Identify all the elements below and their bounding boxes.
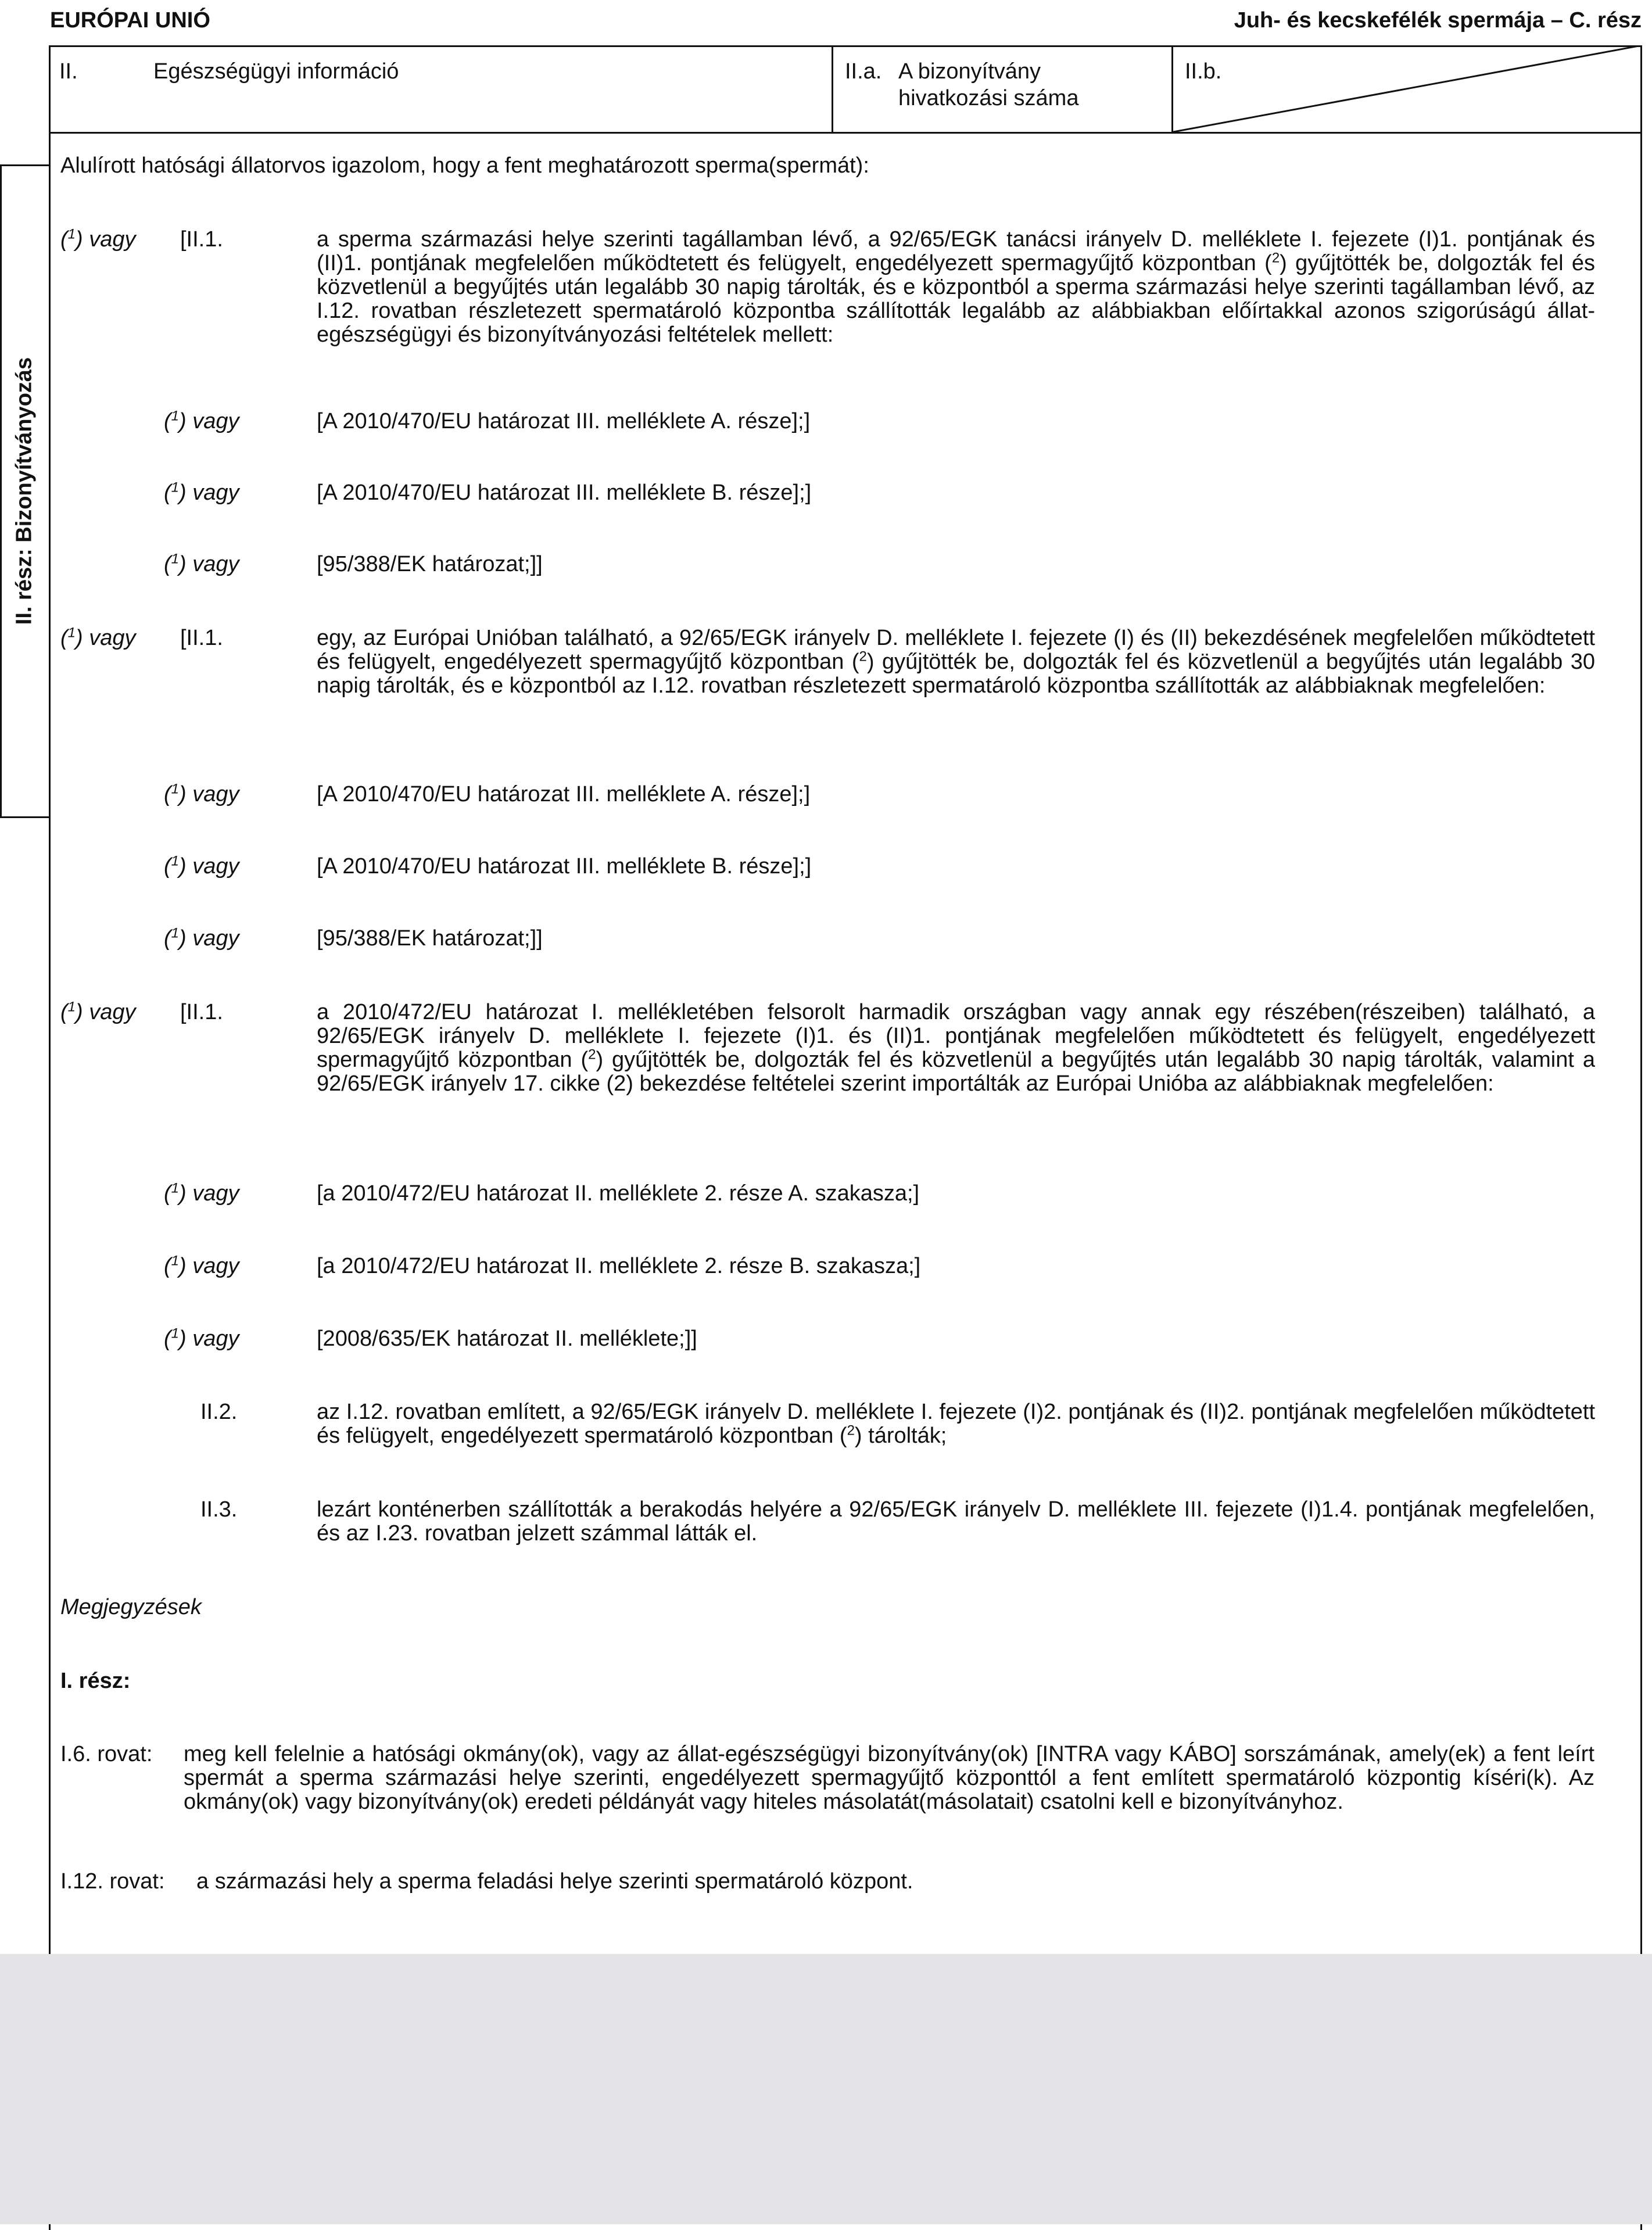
vagy-marker: ($^1$) vagy [164,1325,239,1351]
vagy-label: vagy [192,409,239,433]
footnote-ref: 1 [171,1180,180,1196]
diagonal-line [1173,45,1642,132]
vagy-marker: ($^1$) vagy [164,551,239,576]
item-text-a: a sperma származási helye szerinti tagállamban lévő, a 92/65/EGK tanácsi irányelv D. melléklete I. fejezete (I)1. pontjának és (II)1. pontjának megfelelően működtetett és felügyelt, engedélyezett spermagyűjtő központban ( [317,227,1595,275]
vagy-marker: ($^1$) vagy [164,408,239,433]
vagy-marker: ($^1$) vagy [164,1253,239,1278]
header-cell-reference [833,45,1173,132]
item-text-b: ) gyűjtötték be, dolgozták fel és közvetlenül a begyűjtés után legalább 30 napig tárolták, valamint a 92/65/EGK irányelv 17. cikke (2) bekezdése feltételei szerint importálták az Európai Unióba az alábbiaknak megfelelően: [317,1048,1595,1096]
vagy-label: vagy [89,1000,136,1024]
header-cell-number: II. [59,59,78,84]
notes-part-heading: I. rész: [60,1669,131,1693]
footnote-ref: 1 [171,551,180,567]
sub-item: [2008/635/EK határozat II. melléklete;]] [317,1326,697,1351]
footnote-ref: 1 [67,226,76,242]
vagy-label: vagy [192,854,239,879]
footnote-ref: 1 [171,408,180,424]
sub-item: [a 2010/472/EU határozat II. melléklete 2. része A. szakasza;] [317,1181,920,1206]
vagy-label: vagy [192,552,239,576]
side-label: II. rész: Bizonyítványozás [12,357,37,625]
item-text-a: egy, az Európai Unióban található, a 92/65/EGK irányelv D. melléklete I. fejezete (I) és (II) bekezdésének megfelelően működtetett és felügyelt, engedélyezett spermagyűjtő központban ( [317,626,1595,674]
footnote-ref: 1 [171,479,180,496]
intro-text: Alulírott hatósági állatorvos igazolom, hogy a fent meghatározott sperma(spermát): [60,153,869,178]
item-number: [II.1. [180,626,223,650]
note-text-i12: a származási hely a sperma feladási helye szerinti spermatároló központ. [196,1869,913,1894]
item-ii2-text [317,1400,1595,1448]
item-number: II.3. [200,1497,238,1522]
vagy-marker: ($^1$) vagy [60,999,136,1024]
vagy-marker: ($^1$) vagy [60,226,136,252]
sub-item: [a 2010/472/EU határozat II. melléklete 2. része B. szakasza;] [317,1254,921,1278]
item-number: [II.1. [180,227,223,252]
item-text [317,1001,1595,1096]
vagy-marker: ($^1$) vagy [164,925,239,951]
vagy-label: vagy [192,1181,239,1206]
footnote-ref: 1 [67,625,76,641]
vagy-label: vagy [192,926,239,951]
header-left: EURÓPAI UNIÓ [50,8,210,33]
item-text [317,228,1595,347]
header-cell-title: A bizonyítvány hivatkozási száma [898,59,1079,110]
item-text-a: a 2010/472/EU határozat I. mellékletében felsorolt harmadik országban vagy annak egy részében(részeiben) található, a 92/65/EGK irányelv D. melléklete I. fejezete (I)1. és (II)1. pontjának megfelelően működtetett és felügyelt, engedélyezett spermagyűjtő központban ( [317,1000,1595,1072]
footnote-ref: 1 [67,999,76,1015]
form-frame [49,45,1642,2230]
vagy-label: vagy [192,1254,239,1278]
footnote-ref: 1 [171,853,180,869]
sub-item: [95/388/EK határozat;]] [317,926,543,951]
sub-item: [A 2010/470/EU határozat III. melléklete A. része];] [317,409,811,433]
header-right: Juh- és kecskefélék spermája – C. rész [1234,8,1642,33]
item-number: II.2. [200,1400,238,1424]
footnote-ref: 1 [171,1253,180,1269]
footnote-ref: 2 [1271,250,1280,266]
vagy-label: vagy [192,1326,239,1351]
note-label-i6: I.6. rovat: [60,1742,153,1766]
vagy-marker: ($^1$) vagy [164,1180,239,1206]
note-text-i6: meg kell felelnie a hatósági okmány(ok), vagy az állat-egészségügyi bizonyítvány(ok) [INTRA vagy KÁBO] sorszámának, amely(ek) a fent leírt spermát a sperma származási helye szerinti, engedélyezett spermagyűjtő központtól a fent említett spermatároló központig kíséri(k). Az okmány(ok) vagy bizonyítvány(ok) eredeti példányát vagy hiteles másolatát(másolatait) csatolni kell e bizonyítványhoz. [184,1742,1594,1814]
header-cell-number: II.b. [1185,59,1222,84]
item-text-b: ) tárolták; [854,1424,947,1448]
vagy-label: vagy [192,481,239,505]
vagy-marker: ($^1$) vagy [164,479,239,505]
vagy-label: vagy [89,626,136,650]
header-cell-number: II.a. [845,59,882,84]
vagy-marker: ($^1$) vagy [164,781,239,806]
footnote-ref: 2 [859,648,867,665]
vagy-label: vagy [192,782,239,806]
item-number: [II.1. [180,1000,223,1024]
item-text [317,626,1595,698]
note-label-i12: I.12. rovat: [60,1869,165,1894]
header-cell-iib [1173,45,1642,132]
footnote-ref: 1 [171,925,180,941]
item-text-b: ) gyűjtötték be, dolgozták fel és közvetlenül a begyűjtés után legalább 30 napig tárolták, és e központból a sperma származási helye szerinti tagállamban lévő, az I.12. rovatban részletezett spermatároló központba szállították legalább az alábbiakban előírtakkal azonos szigorúságú állat-egészségügyi és bizonyítványozási feltételek mellett: [317,251,1596,347]
vagy-marker: ($^1$) vagy [60,625,136,650]
vagy-label: vagy [89,227,136,252]
footnote-ref: 1 [171,1325,180,1342]
item-text-b: ) gyűjtötték be, dolgozták fel és közvetlenül a begyűjtés után legalább 30 napig tárolták, és e központból az I.12. rovatban részletezett spermatároló központba szállították az alábbiaknak megfelelően: [317,650,1595,698]
notes-title: Megjegyzések [60,1595,202,1619]
footnote-ref: 2 [847,1422,855,1439]
item-text-a: az I.12. rovatban említett, a 92/65/EGK irányelv D. melléklete I. fejezete (I)2. pontjának és (II)2. pontjának megfelelően működtetett és felügyelt, engedélyezett spermatároló központban ( [317,1400,1595,1448]
sub-item: [A 2010/470/EU határozat III. melléklete B. része];] [317,481,812,505]
item-ii3-text: lezárt konténerben szállították a berakodás helyére a 92/65/EGK irányelv D. melléklete III. fejezete (I)1.4. pontjának megfelelően, és az I.23. rovatban jelzett számmal látták el. [317,1497,1595,1546]
vagy-marker: ($^1$) vagy [164,853,239,879]
blank-grey-area [0,1954,1652,2224]
sub-item: [A 2010/470/EU határozat III. melléklete B. része];] [317,854,812,879]
header-cell-title: Egészségügyi információ [153,59,399,84]
sub-item: [A 2010/470/EU határozat III. melléklete A. része];] [317,782,811,806]
footnote-ref: 2 [588,1046,596,1063]
footnote-ref: 1 [171,781,180,797]
table-header-row [49,45,1642,134]
sub-item: [95/388/EK határozat;]] [317,552,543,576]
header-cell-health-info [49,45,833,132]
